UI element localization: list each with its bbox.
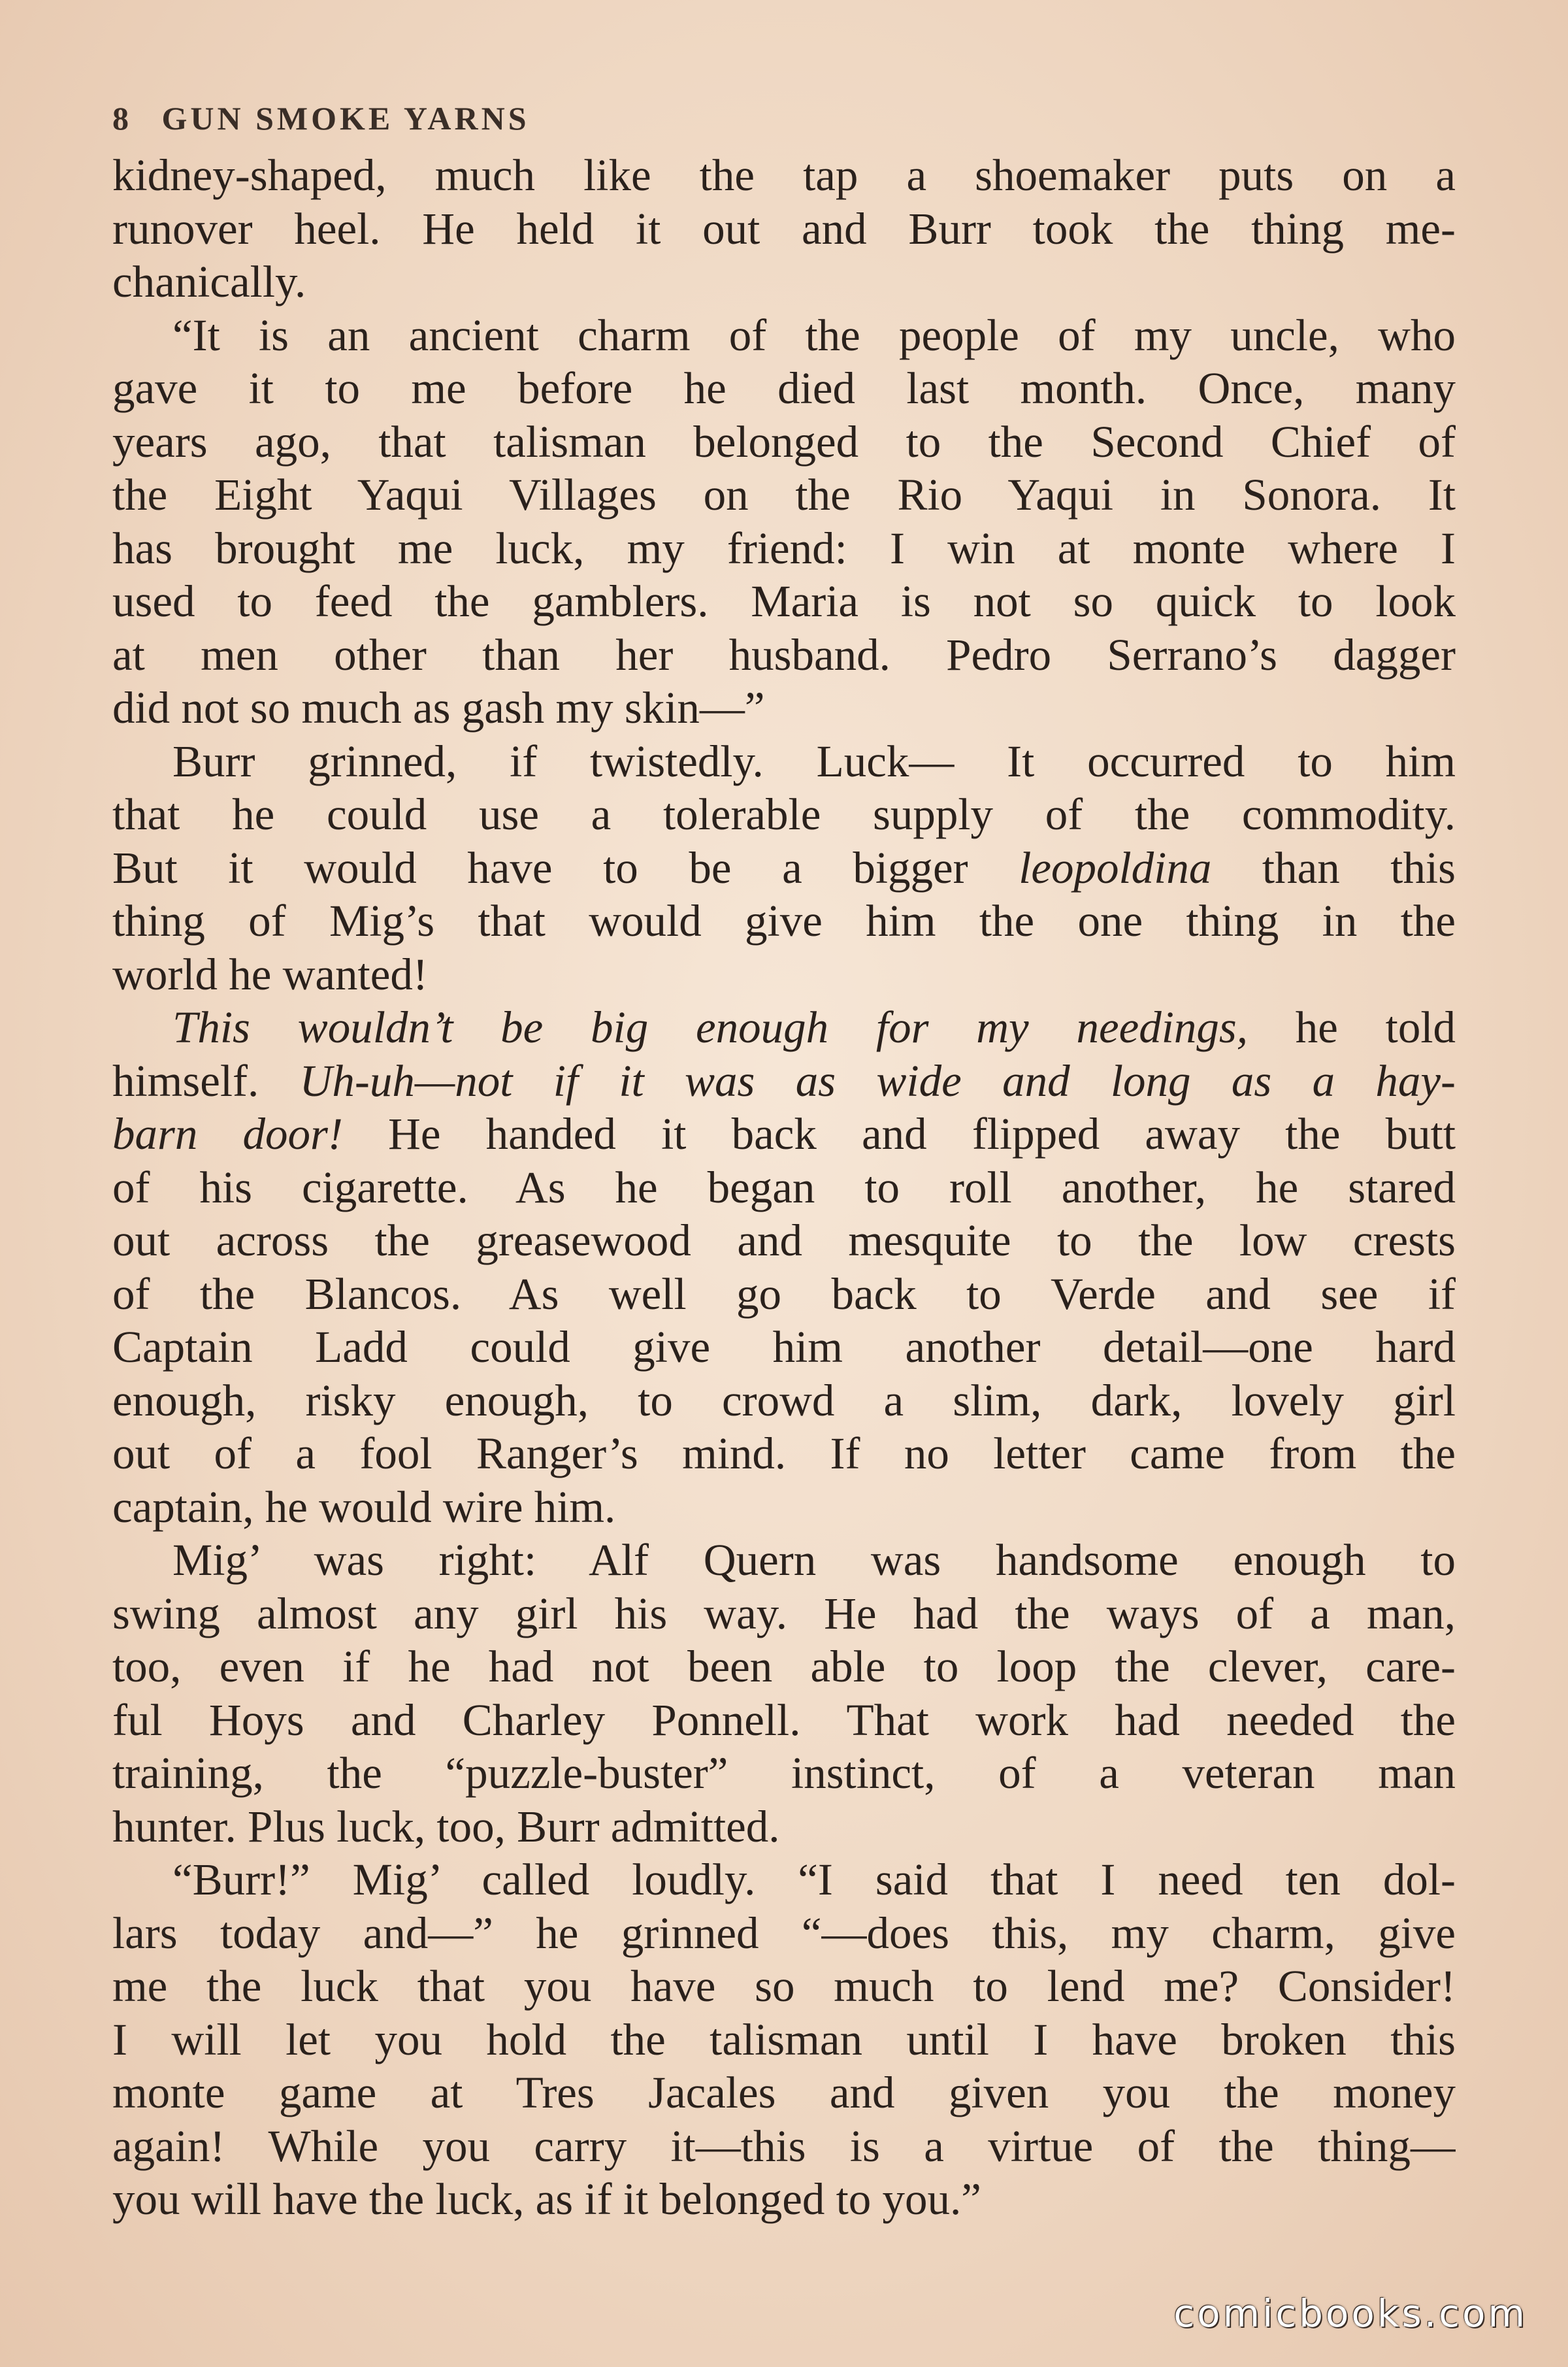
text-segment: enough, risky enough, to crowd a slim, dark, lovely girl (112, 1375, 1456, 1425)
text-segment: out of a fool Ranger’s mind. If no letter came from the (112, 1429, 1456, 1478)
text-segment: himself. (112, 1055, 300, 1106)
body-text (112, 149, 1456, 2226)
text-line (112, 203, 1456, 256)
running-head (112, 99, 530, 137)
text-line (112, 522, 1456, 576)
text-line (112, 309, 1456, 363)
text-line (112, 1481, 1456, 1534)
text-segment: has brought me luck, my friend: I win at monte where I (112, 523, 1456, 573)
text-segment: gave it to me before he died last month. Once, many (112, 363, 1456, 413)
text-line (112, 575, 1456, 629)
text-line (112, 1960, 1456, 2013)
text-line (112, 735, 1456, 789)
text-segment: than this (1211, 842, 1456, 893)
italic-text: leopoldina (1019, 842, 1212, 893)
text-line (112, 1907, 1456, 1961)
text-segment: I will let you hold the talisman until I have broken this (112, 2014, 1456, 2064)
text-segment: chanically. (112, 257, 306, 306)
text-segment: out across the greasewood and mesquite to the low crests (112, 1216, 1456, 1265)
text-segment: you will have the luck, as if it belonged to you.” (112, 2174, 981, 2224)
text-segment: runover heel. He held it out and Burr took the thing me- (112, 203, 1456, 254)
text-segment: monte game at Tres Jacales and given you the money (112, 2068, 1456, 2117)
running-title: GUN SMOKE YARNS (161, 100, 530, 137)
text-line (112, 1001, 1456, 1055)
text-line (112, 895, 1456, 948)
text-segment: again! While you carry it—this is a virtue of the thing— (112, 2121, 1456, 2171)
text-line (112, 1427, 1456, 1481)
text-segment: years ago, that talisman belonged to the Second Chief of (112, 416, 1456, 467)
text-line (112, 1694, 1456, 1747)
text-segment: Mig’ was right: Alf Quern was handsome enough to (172, 1535, 1456, 1585)
text-line (112, 256, 1456, 309)
text-line (112, 2066, 1456, 2120)
text-segment: at men other than her husband. Pedro Serrano’s dagger (112, 629, 1456, 680)
text-line (112, 1853, 1456, 1907)
text-segment: training, the “puzzle-buster” instinct, of a veteran man (112, 1748, 1456, 1798)
text-segment: that he could use a tolerable supply of the commodity. (112, 789, 1456, 839)
text-segment: hunter. Plus luck, too, Burr admitted. (112, 1801, 780, 1851)
text-segment: of the Blancos. As well go back to Verde and see if (112, 1268, 1456, 1319)
page-number: 8 (112, 100, 132, 137)
text-segment: Captain Ladd could give him another detail—one hard (112, 1322, 1456, 1372)
text-segment: did not so much as gash my skin—” (112, 683, 765, 733)
text-segment: used to feed the gamblers. Maria is not so quick to look (112, 576, 1456, 626)
text-segment: me the luck that you have so much to lend me? Consider! (112, 1961, 1456, 2011)
italic-text: Uh-uh—not if it was as wide and long as a hay- (299, 1055, 1456, 1106)
text-segment: world he wanted! (112, 949, 428, 999)
text-segment: thing of Mig’s that would give him the one thing in the (112, 896, 1456, 946)
text-line (112, 629, 1456, 682)
text-segment: “It is an ancient charm of the people of my uncle, who (172, 310, 1456, 360)
text-segment: kidney-shaped, much like the tap a shoemaker puts on a (112, 150, 1456, 200)
italic-text: This wouldn’t be big enough for my needings, (172, 1002, 1248, 1052)
text-line (112, 948, 1456, 1002)
text-line (112, 1108, 1456, 1161)
site-watermark: comicbooks.com (1173, 2291, 1527, 2336)
text-line (112, 2173, 1456, 2226)
text-line (112, 362, 1456, 416)
text-line (112, 2013, 1456, 2067)
text-line (112, 1214, 1456, 1268)
italic-text: barn door! (112, 1109, 343, 1159)
text-segment: lars today and—” he grinned “—does this, my charm, give (112, 1908, 1456, 1958)
text-line (112, 1321, 1456, 1374)
text-line (112, 1055, 1456, 1108)
text-line (112, 1534, 1456, 1587)
text-line (112, 788, 1456, 842)
text-line (112, 1640, 1456, 1694)
text-line (112, 682, 1456, 735)
text-line (112, 416, 1456, 469)
text-segment: But it would have to be a bigger (112, 842, 1019, 893)
text-segment: ful Hoys and Charley Ponnell. That work had needed the (112, 1695, 1456, 1745)
text-segment: of his cigarette. As he began to roll another, he stared (112, 1162, 1456, 1212)
text-line (112, 1161, 1456, 1215)
text-segment: swing almost any girl his way. He had the ways of a man, (112, 1588, 1456, 1638)
text-segment: “Burr!” Mig’ called loudly. “I said that I need ten dol- (172, 1855, 1456, 1904)
text-line (112, 1800, 1456, 1854)
text-segment: Burr grinned, if twistedly. Luck— It occurred to him (172, 736, 1456, 786)
text-line (112, 149, 1456, 203)
text-line (112, 1587, 1456, 1641)
text-segment: the Eight Yaqui Villages on the Rio Yaqui in Sonora. It (112, 470, 1456, 520)
text-segment: captain, he would wire him. (112, 1481, 616, 1532)
text-segment: He handed it back and flipped away the butt (342, 1109, 1456, 1159)
text-line (112, 1374, 1456, 1428)
text-line (112, 842, 1456, 895)
text-segment: too, even if he had not been able to loop the clever, care- (112, 1642, 1456, 1691)
text-line (112, 1268, 1456, 1321)
text-line (112, 2120, 1456, 2174)
text-line (112, 1747, 1456, 1800)
text-line (112, 469, 1456, 522)
text-segment: he told (1247, 1002, 1456, 1052)
